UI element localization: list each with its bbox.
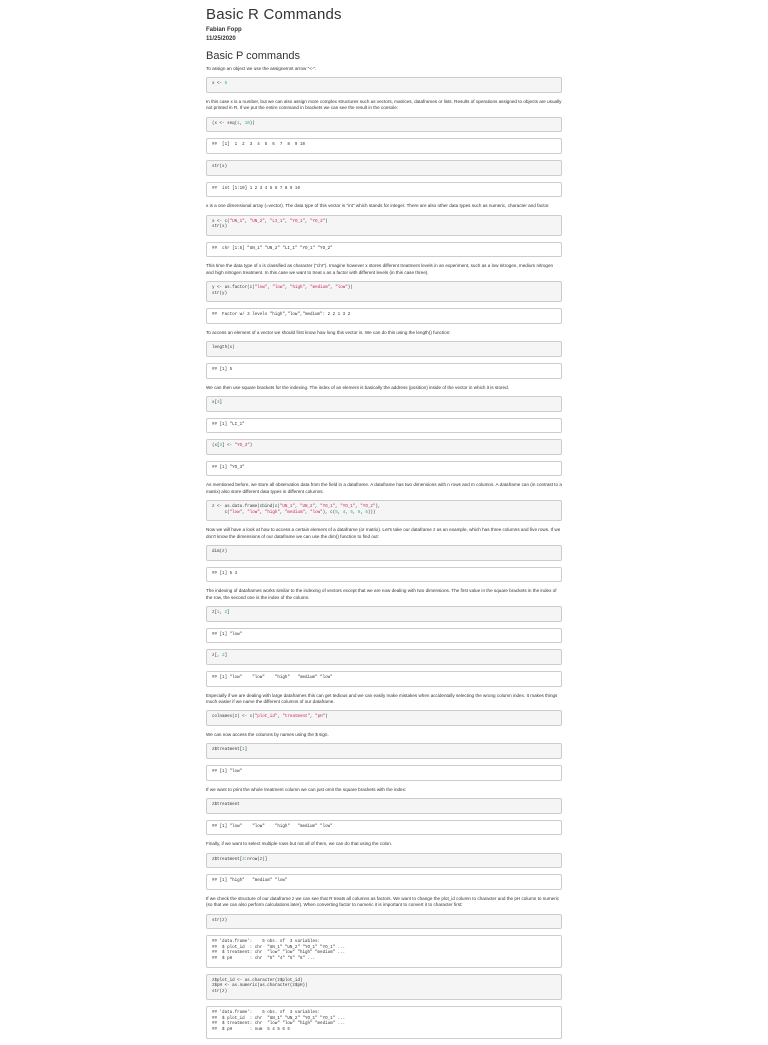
paragraph: We can then use square brackets for the indexing. The index of an element is basically the address (position) inside of the vector in which it is stored. xyxy=(206,384,509,390)
output-block: ## [1] "low" "low" "high" "medium" "low" xyxy=(206,820,562,836)
code-block: x <- 5 xyxy=(206,77,562,93)
output-block: ## [1] "LI_1" xyxy=(206,418,562,434)
paragraph: This time the data type of x is classified as character ("chr"). Imagine however x stores different treatment levels in an experiment, such as a low nitrogen, medium nitrogen and high nitrogen treatment. In this case we want to treat x as a factor with different levels (in this case three). xyxy=(206,263,554,275)
document-page xyxy=(206,6,562,1045)
code-block: z[, 2] xyxy=(206,649,562,665)
paragraph: Especially if we are dealing with large dataframes this can get tedious and we can easily make mistakes when accidentally selecting the wrong column index. It makes things much easier if we name the different columns of our dataframe. xyxy=(206,692,558,704)
date: 11/25/2020 xyxy=(206,36,236,42)
code-block: dim(z) xyxy=(206,545,562,561)
paragraph: If we want to print the whole treatment column we can just omit the square brackets with the index: xyxy=(206,786,407,792)
code-block: z$plot_id <- as.character(z$plot_id) z$pH <- as.numeric(as.character(z$pH)) str(z) xyxy=(206,974,562,1001)
paragraph: To assign an object we use the assignemnt arrow "<-". xyxy=(206,66,317,71)
paragraph: To access an element of a vector we should first know how long this vector is. We can do this using the length() function: xyxy=(206,329,451,335)
output-block: ## [1] "low" "low" "high" "medium" "low" xyxy=(206,671,562,687)
code-block: colnames(z) <- c("plot_id", "treatment", "pH") xyxy=(206,710,562,726)
code-block: x[3] xyxy=(206,396,562,412)
paragraph: If we check the structure of our dataframe z we can see that R treats all columns as factors. We want to change the plot_id column to character and the pH column to numeric (so that we can also perform calculations later). When converting factor to numeric it is important to convert it to character first: xyxy=(206,895,560,908)
output-block: ## 'data.frame': 5 obs. of 3 variables: ## $ plot_id : chr "UN_1" "UN_2" "YO_1" "YO_1" ... ## $ treatment: chr "low" "low" "high" "medium" ... ## $ pH : chr "5" "4" "5" "6" ... xyxy=(206,935,562,967)
output-block: ## [1] 5 3 xyxy=(206,567,562,583)
code-block: z$treatment xyxy=(206,798,562,814)
paragraph: We can now access the columns by names using the $ sign. xyxy=(206,731,329,737)
output-block: ## 'data.frame': 5 obs. of 3 variables: ## $ plot_id : chr "UN_1" "UN_2" "YO_1" "YO_1" ... ## $ treatment: chr "low" "low" "high" "medium" ... ## $ pH : num 5 4 5 6 5 xyxy=(206,1006,562,1038)
code-block: str(x) xyxy=(206,160,562,176)
document-body xyxy=(206,66,562,1039)
code-block: z$treatment[1] xyxy=(206,743,562,759)
output-block: ## int [1:10] 1 2 3 4 5 6 7 8 9 10 xyxy=(206,182,562,198)
paragraph: In this case x is a number, but we can also assign more complex structures such as vectors, matrices, dataframes or lists. Results of operations assigned to objects are usually not printed in R. If we put the entire command in brackets we can see the result in the console: xyxy=(206,99,562,111)
section-heading: Basic P commands xyxy=(206,50,300,62)
code-block: z <- as.data.frame(cbind(c("UN_1", "UN_2", "YO_1", "YO_1", "YO_2"), c("low", "low", "high", "medium", "low"), c(5, 4, 5, 6, 5))) xyxy=(206,500,562,521)
paragraph: The indexing of dataframes works similar to the indexing of vectors except that we are now dealing with two dimensions. The first value in the square brackets in the index of the row, the second one is the index of the column. xyxy=(206,588,557,600)
code-block: length(x) xyxy=(206,341,562,357)
code-block: z$treatment[3:nrow(z)] xyxy=(206,853,562,869)
output-block: ## [1] "low" xyxy=(206,765,562,781)
code-block: z[1, 2] xyxy=(206,606,562,622)
document-title: Basic R Commands xyxy=(206,6,342,23)
code-block: str(z) xyxy=(206,914,562,930)
paragraph: x is a one dimensional array (=vector). The data type of this vector is "int" which stands for integer. There are also other data types such as numeric, character and factor. xyxy=(206,203,550,209)
code-block: (x[3] <- "YO_3") xyxy=(206,439,562,455)
code-block: x <- c("UN_1", "UN_2", "LI_1", "YO_1", "YO_2") str(x) xyxy=(206,215,562,236)
paragraph: Now we will have a look at how to access a certain element of a dataframe (or matrix). Let's take our dataframe z as an example, which has three columns and five rows. If we don't know the dimensions of our dataframe we can use the dim() function to find out: xyxy=(206,527,561,539)
code-block: y <- as.factor(c("low", "low", "high", "medium", "low")) str(y) xyxy=(206,281,562,302)
output-block: ## [1] "low" xyxy=(206,628,562,644)
code-block: (x <- seq(1, 10)) xyxy=(206,117,562,133)
output-block: ## [1] 1 2 3 4 5 6 7 8 9 10 xyxy=(206,138,562,154)
output-block: ## [1] "YO_3" xyxy=(206,461,562,477)
paragraph: Finally, if we want to select multiple rows but not all of them, we can do that using the colon. xyxy=(206,841,393,847)
paragraph: As mentioned before, we store all observation data from the field in a dataframe. A dataframe has two dimensions with n rows and m columns. A dataframe can (in contrast to a matrix) also store different data types in different columns. xyxy=(206,482,562,494)
output-block: ## chr [1:5] "UN_1" "UN_2" "LI_1" "YO_1" "YO_2" xyxy=(206,242,562,258)
author: Fabian Fopp xyxy=(206,27,242,33)
output-block: ## Factor w/ 3 levels "high","low","medium": 2 2 1 3 2 xyxy=(206,308,562,324)
output-block: ## [1] "high" "medium" "low" xyxy=(206,874,562,890)
output-block: ## [1] 5 xyxy=(206,363,562,379)
